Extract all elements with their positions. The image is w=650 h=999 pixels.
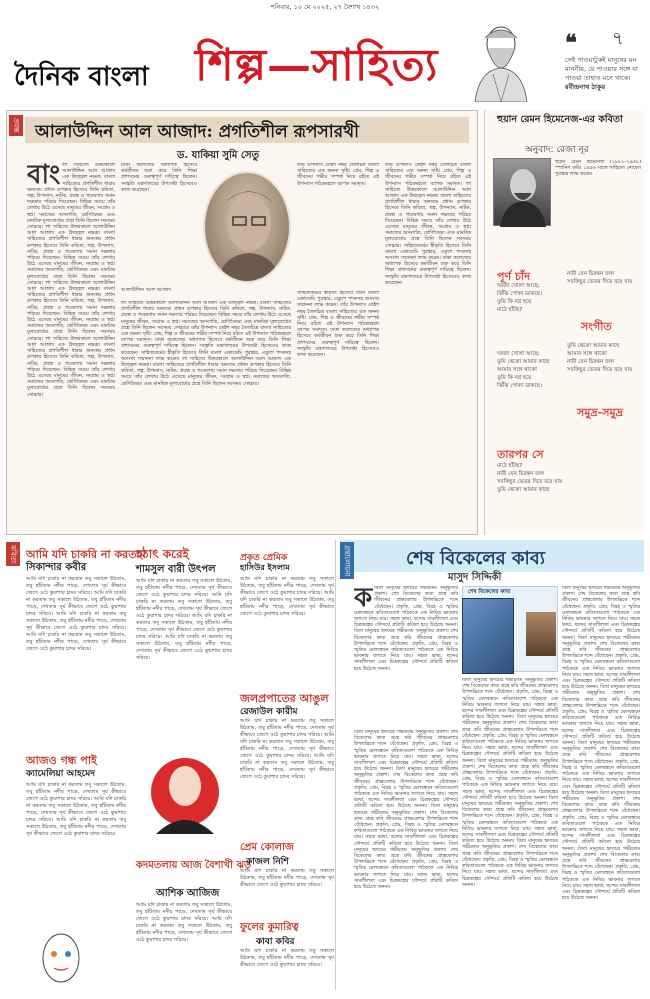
review-column-2: বিতা মানুষের হৃদয়ের গভীরতম অনুভূতির প্রকাশ। শেষ বিকেলের কাব্য গ্রন্থে কবি জীবনের প্রান্তবেলার উপলব্ধিকে শব্দে বেঁধেছেন। প্রকৃতি, প্রেম, বিরহ ও স্মৃতির মেলবন্ধনে কবিতাগুলো পাঠককে এক নিবিড় ভাবনার জগতে নিয়ে যায়। সহজ ভাষা, ছন্দের সাবলীলতা এবং চিত্রকল্পের সৌন্দর্যে প্রতিটি কবিতা হয়ে উঠেছে অনন্য। বিতা মানুষের হৃদয়ের গভীরতম অনুভূতির প্রকাশ। শেষ বিকেলের কাব্য গ্রন্থে কবি জীবনের প্রান্তবেলার উপলব্ধিকে শব্দে বেঁধেছেন। প্রকৃতি, প্রেম, বিরহ ও স্মৃতির মেলবন্ধনে কবিতাগুলো পাঠককে এক নিবিড় ভাবনার জগতে নিয়ে যায়। সহজ ভাষা, ছন্দের সাবলীলতা এবং চিত্রকল্পের সৌন্দর্যে প্রতিটি কবিতা হয়ে উঠেছে অনন্য। বিতা মানুষের হৃদয়ের গভীরতম অনুভূতির প্রকাশ। শেষ বিকেলের কাব্য গ্রন্থে কবি জীবনের প্রান্তবেলার উপলব্ধিকে শব্দে বেঁধেছেন। প্রকৃতি, প্রেম, বিরহ ও স্মৃতির মেলবন্ধনে কবিতাগুলো পাঠককে এক নিবিড় ভাবনার জগতে নিয়ে যায়। সহজ ভাষা, ছন্দের সাবলীলতা এবং চিত্রকল্পের সৌন্দর্যে প্রতিটি কবিতা হয়ে উঠেছে অনন্য। বিতা মানুষের হৃদয়ের গভীরতম অনুভূতির প্রকাশ। শেষ বিকেলের কাব্য গ্রন্থে কবি জীবনের প্রান্তবেলার উপলব্ধিকে শব্দে বেঁধেছেন। প্রকৃতি, প্রেম, বিরহ ও স্মৃতির মেলবন্ধনে কবিতাগুলো পাঠককে এক নিবিড় ভাবনার জগতে নিয়ে যায়। সহজ ভাষা, ছন্দের সাবলীলতা এবং চিত্রকল্পের সৌন্দর্যে প্রতিটি কবিতা হয়ে উঠেছে অনন্য। বিতা মানুষের হৃদয়ের গভীরতম অনুভূতির প্রকাশ। শেষ বিকেলের কাব্য গ্রন্থে কবি জীবনের প্রান্তবেলার উপলব্ধিকে শব্দে বেঁধেছেন। প্রকৃতি, প্রেম, বিরহ ও স্মৃতির মেলবন্ধনে কবিতাগুলো পাঠককে এক নিবিড় ভাবনার জগতে নিয়ে যায়। সহজ ভাষা, ছন্দের সাবলীলতা এবং চিত্রকল্পের সৌন্দর্যে প্রতিটি কবিতা হয়ে উঠেছে অনন্য।	[462, 678, 558, 888]
poem-2-author: শামসুল বারী উৎপল	[136, 564, 216, 575]
article-column-4: লা সাহিত্যে উত্তরকালে আলাউদ্দিন আল আজাদ এক উজ্জ্বল নক্ষত্র। বাংলা সাহিত্যের প্রগতিশীল ধারার অন্যতম প্রধান রূপকার হিসেবে তিনি কবিতা, গল্প, উপন্যাস, নাটক, প্রবন্ধ ও গবেষণায় সমান দক্ষতার পরিচয় দিয়েছেন। বিভিন্ন সময়ে তাঁর লেখায় উঠে এসেছে মানুষের জীবন, সংগ্রাম ও স্বপ্ন। সমাজের অসংগতি, শ্রেণিবৈষম্য এবং মানবিক মূল্যবোধের প্রশ্নে তিনি ছিলেন সবসময় সোচ্চার। তাঁর উপন্যাস তেইশ নম্বর তৈলচিত্র বাংলা সাহিত্যের এক অনন্য সৃষ্টি। প্রেম, শিল্প ও জীবনের গভীর সম্পর্ক নিয়ে রচিত এই উপন্যাস পাঠকমহলে ব্যাপক সমাদৃত। ঢাকা কলেজের অধ্যাপক হিসেবে কর্মজীবন শুরু করে তিনি শিক্ষা প্রশাসনের গুরুত্বপূর্ণ দায়িত্বে ছিলেন। সংস্কৃতি মন্ত্রণালয়ের উপদেষ্টা হিসেবেও কাজ করেছেন। সাহিত্যকর্মের স্বীকৃতি হিসেবে তিনি বাংলা একাডেমি পুরস্কার, একুশে পদকসহ অসংখ্য সম্মাননা লাভ করেন। লা সাহিত্যে উত্তরকালে আলাউদ্দিন আল আজাদ এক উজ্জ্বল নক্ষত্র। বাংলা সাহিত্যের প্রগতিশীল ধারার অন্যতম প্রধান রূপকার হিসেবে তিনি কবিতা, গল্প, উপন্যাস, নাটক, প্রবন্ধ ও গবেষণায় সমান দক্ষতার পরিচয় দিয়েছেন। বিভিন্ন সময়ে তাঁর লেখায় উঠে এসেছে মানুষের জীবন, সংগ্রাম ও স্বপ্ন। সমাজের অসংগতি, শ্রেণিবৈষম্য এবং মানবিক মূল্যবোধের প্রশ্নে তিনি ছিলেন সবসময় সোচ্চার।	[121, 301, 291, 387]
red-figure-illustration	[142, 746, 228, 846]
poem-8-body: আমি যদি চাকরি না করতাম তবু সকালে উঠতাম, তবু হাঁটতাম নদীর পাড়ে, দেখতাম সূর্য কীভাবে জেগে ওঠে কুয়াশার চাদর সরিয়ে।	[240, 948, 334, 968]
poem-3-body: আমি যদি চাকরি না করতাম তবু সকালে উঠতাম, তবু হাঁটতাম নদীর পাড়ে, দেখতাম সূর্য কীভাবে জেগে ওঠে কুয়াশার চাদর সরিয়ে। আমি যদি চাকরি না করতাম তবু সকালে উঠতাম, তবু হাঁটতাম নদীর পাড়ে, দেখতাম সূর্য কীভাবে জেগে ওঠে কুয়াশার চাদর সরিয়ে।	[240, 576, 334, 617]
poetry-category-tag: কবিতা	[6, 542, 20, 566]
poem-1-body: আমি যদি চাকরি না করতাম তবু সকালে উঠতাম, তবু হাঁটতাম নদীর পাড়ে, দেখতাম সূর্য কীভাবে জেগে ওঠে কুয়াশার চাদর সরিয়ে। আমি যদি চাকরি না করতাম তবু সকালে উঠতাম, তবু হাঁটতাম নদীর পাড়ে, দেখতাম সূর্য কীভাবে জেগে ওঠে কুয়াশার চাদর সরিয়ে। আমি যদি চাকরি না করতাম তবু সকালে উঠতাম, তবু হাঁটতাম নদীর পাড়ে, দেখতাম সূর্য কীভাবে জেগে ওঠে কুয়াশার চাদর সরিয়ে। আমি যদি চাকরি না করতাম তবু সকালে উঠতাম, তবু হাঁটতাম নদীর পাড়ে, দেখতাম সূর্য কীভাবে জেগে ওঠে কুয়াশার চাদর সরিয়ে।	[26, 576, 126, 652]
poems-headline[interactable]: হুয়ান রেমন হিমেনেজ-এর কবিতা	[497, 114, 623, 125]
review-dropcap: ক	[354, 586, 373, 613]
poems-translator: অনুবাদ: রেজা নূর	[525, 145, 589, 155]
review-author: মাসুদ সিদ্দিকী	[448, 572, 502, 583]
dropcap: বাং	[27, 163, 61, 190]
article-column-2: ঢাকা কলেজের অধ্যাপক হিসেবে কর্মজীবন শুরু করে তিনি শিক্ষা প্রশাসনের গুরুত্বপূর্ণ দায়িত্বে ছিলেন। সংস্কৃতি মন্ত্রণালয়ের উপদেষ্টা হিসেবেও কাজ করেছেন।	[121, 163, 197, 193]
review-headline[interactable]: শেষ বিকেলের কাব্য	[406, 548, 546, 569]
poem-5-body: আমি যদি চাকরি না করতাম তবু সকালে উঠতাম, তবু হাঁটতাম নদীর পাড়ে, দেখতাম সূর্য কীভাবে জেগে ওঠে কুয়াশার চাদর সরিয়ে। আমি যদি চাকরি না করতাম তবু সকালে উঠতাম, তবু হাঁটতাম নদীর পাড়ে, দেখতাম সূর্য কীভাবে জেগে ওঠে কুয়াশার চাদর সরিয়ে। আমি যদি চাকরি না করতাম তবু সকালে উঠতাম, তবু হাঁটতাম নদীর পাড়ে, দেখতাম সূর্য কীভাবে জেগে ওঠে কুয়াশার চাদর সরিয়ে।	[26, 782, 126, 837]
article-column-1: বাং লা সাহিত্যে উত্তরকালে আলাউদ্দিন আল আজাদ এক উজ্জ্বল নক্ষত্র। বাংলা সাহিত্যের প্রগতিশীল ধারার অন্যতম প্রধান রূপকার হিসেবে তিনি কবিতা, গল্প, উপন্যাস, নাটক, প্রবন্ধ ও গবেষণায় সমান দক্ষতার পরিচয় দিয়েছেন। বিভিন্ন সময়ে তাঁর লেখায় উঠে এসেছে মানুষের জীবন, সংগ্রাম ও স্বপ্ন। সমাজের অসংগতি, শ্রেণিবৈষম্য এবং মানবিক মূল্যবোধের প্রশ্নে তিনি ছিলেন সবসময় সোচ্চার। লা সাহিত্যে উত্তরকালে আলাউদ্দিন আল আজাদ এক উজ্জ্বল নক্ষত্র। বাংলা সাহিত্যের প্রগতিশীল ধারার অন্যতম প্রধান রূপকার হিসেবে তিনি কবিতা, গল্প, উপন্যাস, নাটক, প্রবন্ধ ও গবেষণায় সমান দক্ষতার পরিচয় দিয়েছেন। বিভিন্ন সময়ে তাঁর লেখায় উঠে এসেছে মানুষের জীবন, সংগ্রাম ও স্বপ্ন। সমাজের অসংগতি, শ্রেণিবৈষম্য এবং মানবিক মূল্যবোধের প্রশ্নে তিনি ছিলেন সবসময় সোচ্চার। লা সাহিত্যে উত্তরকালে আলাউদ্দিন আল আজাদ এক উজ্জ্বল নক্ষত্র। বাংলা সাহিত্যের প্রগতিশীল ধারার অন্যতম প্রধান রূপকার হিসেবে তিনি কবিতা, গল্প, উপন্যাস, নাটক, প্রবন্ধ ও গবেষণায় সমান দক্ষতার পরিচয় দিয়েছেন। বিভিন্ন সময়ে তাঁর লেখায় উঠে এসেছে মানুষের জীবন, সংগ্রাম ও স্বপ্ন। সমাজের অসংগতি, শ্রেণিবৈষম্য এবং মানবিক মূল্যবোধের প্রশ্নে তিনি ছিলেন সবসময় সোচ্চার। লা সাহিত্যে উত্তরকালে আলাউদ্দিন আল আজাদ এক উজ্জ্বল নক্ষত্র। বাংলা সাহিত্যের প্রগতিশীল ধারার অন্যতম প্রধান রূপকার হিসেবে তিনি কবিতা, গল্প, উপন্যাস, নাটক, প্রবন্ধ ও গবেষণায় সমান দক্ষতার পরিচয় দিয়েছেন। বিভিন্ন সময়ে তাঁর লেখায় উঠে এসেছে মানুষের জীবন, সংগ্রাম ও স্বপ্ন। সমাজের অসংগতি, শ্রেণিবৈষম্য এবং মানবিক মূল্যবোধের প্রশ্নে তিনি ছিলেন সবসময় সোচ্চার।	[27, 163, 115, 398]
poem-4-author: রেজাউল কারীম	[240, 707, 298, 717]
poem-1-author: সিকান্দার কবীর	[26, 562, 87, 573]
poem-3-title[interactable]: প্রকৃত প্রেমিক	[240, 553, 288, 563]
quote-author: রবীন্দ্রনাথ ঠাকুর	[565, 83, 606, 91]
poem-heading-3: সমুদ্র-সমুদ্র	[577, 406, 623, 419]
masthead	[0, 12, 650, 104]
poem-4-lines: দরজা খোলা আছে; তুমি থেকো আমার কাছে আমার সঙ্গে থাকো তুমি কি নগ্ন হয়ে ঝিঁঝি পোকা ডাকছে।	[497, 351, 550, 389]
poem-7-title[interactable]: কদমতলায় আজ বৈশাখী ঝড়	[136, 860, 252, 871]
book-cover-image	[462, 598, 514, 674]
poem-8-author: কাবা কবির	[256, 937, 295, 947]
poet-author-photo	[526, 612, 556, 656]
poem-4-body: আমি যদি চাকরি না করতাম তবু সকালে উঠতাম, তবু হাঁটতাম নদীর পাড়ে, দেখতাম সূর্য কীভাবে জেগে ওঠে কুয়াশার চাদর সরিয়ে। আমি যদি চাকরি না করতাম তবু সকালে উঠতাম, তবু হাঁটতাম নদীর পাড়ে, দেখতাম সূর্য কীভাবে জেগে ওঠে কুয়াশার চাদর সরিয়ে। আমি যদি চাকরি না করতাম তবু সকালে উঠতাম, তবু হাঁটতাম নদীর পাড়ে, দেখতাম সূর্য কীভাবে জেগে ওঠে কুয়াশার চাদর সরিয়ে।	[240, 718, 334, 780]
article-column-6: তাঁর উপন্যাস তেইশ নম্বর তৈলচিত্র বাংলা সাহিত্যের এক অনন্য সৃষ্টি। প্রেম, শিল্প ও জীবনের গভীর সম্পর্ক নিয়ে রচিত এই উপন্যাস পাঠকমহলে ব্যাপক সমাদৃত। লা সাহিত্যে উত্তরকালে আলাউদ্দিন আল আজাদ এক উজ্জ্বল নক্ষত্র। বাংলা সাহিত্যের প্রগতিশীল ধারার অন্যতম প্রধান রূপকার হিসেবে তিনি কবিতা, গল্প, উপন্যাস, নাটক, প্রবন্ধ ও গবেষণায় সমান দক্ষতার পরিচয় দিয়েছেন। বিভিন্ন সময়ে তাঁর লেখায় উঠে এসেছে মানুষের জীবন, সংগ্রাম ও স্বপ্ন। সমাজের অসংগতি, শ্রেণিবৈষম্য এবং মানবিক মূল্যবোধের প্রশ্নে তিনি ছিলেন সবসময় সোচ্চার। সাহিত্যকর্মের স্বীকৃতি হিসেবে তিনি বাংলা একাডেমি পুরস্কার, একুশে পদকসহ অসংখ্য সম্মাননা লাভ করেন। ঢাকা কলেজের অধ্যাপক হিসেবে কর্মজীবন শুরু করে তিনি শিক্ষা প্রশাসনের গুরুত্বপূর্ণ দায়িত্বে ছিলেন। সংস্কৃতি মন্ত্রণালয়ের উপদেষ্টা হিসেবেও কাজ করেছেন।	[385, 163, 471, 286]
poem-5-title[interactable]: আজও গন্ধ পাই	[26, 754, 97, 767]
face-illustration	[26, 928, 96, 986]
quote-block	[565, 56, 647, 92]
review-category-tag: গ্রন্থালোচনা	[340, 542, 354, 579]
author-photo	[203, 171, 291, 283]
poem-1-title[interactable]: আমি যদি চাকরি না করতাম	[26, 548, 146, 561]
poem-7-body: আমি যদি চাকরি না করতাম তবু সকালে উঠতাম, তবু হাঁটতাম নদীর পাড়ে, দেখতাম সূর্য কীভাবে জেগে ওঠে কুয়াশার চাদর সরিয়ে। আমি যদি চাকরি না করতাম তবু সকালে উঠতাম, তবু হাঁটতাম নদীর পাড়ে, দেখতাম সূর্য কীভাবে জেগে ওঠে কুয়াশার চাদর সরিয়ে।	[136, 902, 232, 943]
review-column-1: ক বিতা মানুষের হৃদয়ের গভীরতম অনুভূতির প্রকাশ। শেষ বিকেলের কাব্য গ্রন্থে কবি জীবনের প্রান্তবেলার উপলব্ধিকে শব্দে বেঁধেছেন। প্রকৃতি, প্রেম, বিরহ ও স্মৃতির মেলবন্ধনে কবিতাগুলো পাঠককে এক নিবিড় ভাবনার জগতে নিয়ে যায়। সহজ ভাষা, ছন্দের সাবলীলতা এবং চিত্রকল্পের সৌন্দর্যে প্রতিটি কবিতা হয়ে উঠেছে অনন্য। বিতা মানুষের হৃদয়ের গভীরতম অনুভূতির প্রকাশ। শেষ বিকেলের কাব্য গ্রন্থে কবি জীবনের প্রান্তবেলার উপলব্ধিকে শব্দে বেঁধেছেন। প্রকৃতি, প্রেম, বিরহ ও স্মৃতির মেলবন্ধনে কবিতাগুলো পাঠককে এক নিবিড় ভাবনার জগতে নিয়ে যায়। সহজ ভাষা, ছন্দের সাবলীলতা এবং চিত্রকল্পের সৌন্দর্যে প্রতিটি কবিতা হয়ে উঠেছে অনন্য।	[354, 586, 458, 672]
poem-7-author: আশিক আজিজ	[156, 888, 220, 899]
photo-caption: আলাউদ্দিন আল আজাদ	[121, 287, 172, 293]
poem-heading-2: সংগীত	[581, 320, 612, 333]
poem-3-author: হাসিউর ইসলাম	[240, 563, 290, 572]
poet-portrait-illustration	[465, 18, 537, 102]
article-category-tag: প্রবন্ধ	[9, 115, 23, 136]
review-column-3: বিতা মানুষের হৃদয়ের গভীরতম অনুভূতির প্রকাশ। শেষ বিকেলের কাব্য গ্রন্থে কবি জীবনের প্রান্তবেলার উপলব্ধিকে শব্দে বেঁধেছেন। প্রকৃতি, প্রেম, বিরহ ও স্মৃতির মেলবন্ধনে কবিতাগুলো পাঠককে এক নিবিড় ভাবনার জগতে নিয়ে যায়। সহজ ভাষা, ছন্দের সাবলীলতা এবং চিত্রকল্পের সৌন্দর্যে প্রতিটি কবিতা হয়ে উঠেছে অনন্য। বিতা মানুষের হৃদয়ের গভীরতম অনুভূতির প্রকাশ। শেষ বিকেলের কাব্য গ্রন্থে কবি জীবনের প্রান্তবেলার উপলব্ধিকে শব্দে বেঁধেছেন। প্রকৃতি, প্রেম, বিরহ ও স্মৃতির মেলবন্ধনে কবিতাগুলো পাঠককে এক নিবিড় ভাবনার জগতে নিয়ে যায়। সহজ ভাষা, ছন্দের সাবলীলতা এবং চিত্রকল্পের সৌন্দর্যে প্রতিটি কবিতা হয়ে উঠেছে অনন্য। বিতা মানুষের হৃদয়ের গভীরতম অনুভূতির প্রকাশ। শেষ বিকেলের কাব্য গ্রন্থে কবি জীবনের প্রান্তবেলার উপলব্ধিকে শব্দে বেঁধেছেন। প্রকৃতি, প্রেম, বিরহ ও স্মৃতির মেলবন্ধনে কবিতাগুলো পাঠককে এক নিবিড় ভাবনার জগতে নিয়ে যায়। সহজ ভাষা, ছন্দের সাবলীলতা এবং চিত্রকল্পের সৌন্দর্যে প্রতিটি কবিতা হয়ে উঠেছে অনন্য। বিতা মানুষের হৃদয়ের গভীরতম অনুভূতির প্রকাশ। শেষ বিকেলের কাব্য গ্রন্থে কবি জীবনের প্রান্তবেলার উপলব্ধিকে শব্দে বেঁধেছেন। প্রকৃতি, প্রেম, বিরহ ও স্মৃতির মেলবন্ধনে কবিতাগুলো পাঠককে এক নিবিড় ভাবনার জগতে নিয়ে যায়। সহজ ভাষা, ছন্দের সাবলীলতা এবং চিত্রকল্পের সৌন্দর্যে প্রতিটি কবিতা হয়ে উঠেছে অনন্য। বিতা মানুষের হৃদয়ের গভীরতম অনুভূতির প্রকাশ। শেষ বিকেলের কাব্য গ্রন্থে কবি জীবনের প্রান্তবেলার উপলব্ধিকে শব্দে বেঁধেছেন। প্রকৃতি, প্রেম, বিরহ ও স্মৃতির মেলবন্ধনে কবিতাগুলো পাঠককে এক নিবিড় ভাবনার জগতে নিয়ে যায়। সহজ ভাষা, ছন্দের সাবলীলতা এবং চিত্রকল্পের সৌন্দর্যে প্রতিটি কবিতা হয়ে উঠেছে অনন্য। বিতা মানুষের হৃদয়ের গভীরতম অনুভূতির প্রকাশ। শেষ বিকেলের কাব্য গ্রন্থে কবি জীবনের প্রান্তবেলার উপলব্ধিকে শব্দে বেঁধেছেন। প্রকৃতি, প্রেম, বিরহ ও স্মৃতির মেলবন্ধনে কবিতাগুলো পাঠককে এক নিবিড় ভাবনার জগতে নিয়ে যায়। সহজ ভাষা, ছন্দের সাবলীলতা এবং চিত্রকল্পের সৌন্দর্যে প্রতিটি কবিতা হয়ে উঠেছে অনন্য।	[562, 586, 640, 902]
book-review	[340, 540, 644, 990]
feature-byline: ড. যাকিয়া সুমি সেতু	[177, 150, 260, 161]
newspaper-name: দৈনিক বাংলা	[14, 62, 149, 92]
poem-5-author: ক্যামেলিয়া আহমেদ	[26, 769, 96, 779]
feature-headline[interactable]: আলাউদ্দিন আল আজাদ: প্রগতিশীল রূপসারথী	[35, 122, 359, 142]
section-title: শিল্প—সাহিত্য	[195, 40, 439, 91]
poetry-section	[6, 540, 336, 990]
quote-text: সেই পাওয়াটুকই মানুষের মন মাননীয়, যে পাওয়ার সঙ্গে যা পাওয়া তাহাও মনে থাকে।	[565, 56, 638, 82]
book-cover-title: শেষ বিকেলের কাব্য	[468, 589, 511, 595]
article-column-3: তাঁর উপন্যাস তেইশ নম্বর তৈলচিত্র বাংলা সাহিত্যের এক অনন্য সৃষ্টি। প্রেম, শিল্প ও জীবনের গভীর সম্পর্ক নিয়ে রচিত এই উপন্যাস পাঠকমহলে ব্যাপক সমাদৃত।	[297, 163, 379, 187]
dateline: শনিবার, ১০ মে ২০২৫, ২৭ বৈশাখ ১৪৩২	[270, 3, 380, 11]
poem-8-title[interactable]: ফুলের কুমারিত্ব	[240, 922, 299, 933]
article-column-5: সাহিত্যকর্মের স্বীকৃতি হিসেবে তিনি বাংলা একাডেমি পুরস্কার, একুশে পদকসহ অসংখ্য সম্মাননা লাভ করেন। তাঁর উপন্যাস তেইশ নম্বর তৈলচিত্র বাংলা সাহিত্যের এক অনন্য সৃষ্টি। প্রেম, শিল্প ও জীবনের গভীর সম্পর্ক নিয়ে রচিত এই উপন্যাস পাঠকমহলে ব্যাপক সমাদৃত। ঢাকা কলেজের অধ্যাপক হিসেবে কর্মজীবন শুরু করে তিনি শিক্ষা প্রশাসনের গুরুত্বপূর্ণ দায়িত্বে ছিলেন। সংস্কৃতি মন্ত্রণালয়ের উপদেষ্টা হিসেবেও কাজ করেছেন।	[297, 291, 379, 359]
quote-icon: ❝	[565, 30, 577, 56]
poet-photo	[493, 158, 551, 226]
page-number: ৭	[612, 28, 624, 49]
poem-2-body: আমি যদি চাকরি না করতাম তবু সকালে উঠতাম, তবু হাঁটতাম নদীর পাড়ে, দেখতাম সূর্য কীভাবে জেগে ওঠে কুয়াশার চাদর সরিয়ে। আমি যদি চাকরি না করতাম তবু সকালে উঠতাম, তবু হাঁটতাম নদীর পাড়ে, দেখতাম সূর্য কীভাবে জেগে ওঠে কুয়াশার চাদর সরিয়ে। আমি যদি চাকরি না করতাম তবু সকালে উঠতাম, তবু হাঁটতাম নদীর পাড়ে, দেখতাম সূর্য কীভাবে জেগে ওঠে কুয়াশার চাদর সরিয়ে। আমি যদি চাকরি না করতাম তবু সকালে উঠতাম, তবু হাঁটতাম নদীর পাড়ে, দেখতাম সূর্য কীভাবে জেগে ওঠে কুয়াশার চাদর সরিয়ে।	[136, 578, 232, 661]
poem-2-lines: নারী যেন চিরন্তন জল সবকিছুর ভেতর দিয়ে বয়ে যায়	[567, 271, 633, 285]
poem-6-title[interactable]: প্রেম কোলাজ	[240, 842, 294, 853]
poem-heading-4: তারপর সে	[497, 448, 544, 461]
poem-5-lines: মাঠে হাঁটছ? নারী যেন চিরন্তন জল সবকিছুর ভেতর দিয়ে বয়ে যায় তুমি থেকো আমার কাছে	[497, 463, 563, 493]
translated-poems	[484, 110, 644, 535]
feature-article	[6, 110, 478, 535]
poet-intro: হুয়ান রেমন হিমেনেজ (১৮৮১–১৯৫৮) স্প্যানিশ কবি। ১৯৫৬ সালে সাহিত্যে নোবেল পুরস্কার লাভ করেন।	[555, 160, 641, 178]
poem-1-lines: দরজা খোলা আছে; ঝিঁঝি পোকা ডাকছে। তুমি কি নগ্ন হয়ে মাঠে হাঁটছ?	[497, 283, 542, 313]
poem-6-body: আমি যদি চাকরি না করতাম তবু সকালে উঠতাম, তবু হাঁটতাম নদীর পাড়ে, দেখতাম সূর্য কীভাবে জেগে ওঠে কুয়াশার চাদর সরিয়ে।	[240, 868, 334, 888]
poem-6-author: কাজল নিশি	[246, 857, 289, 867]
poem-3-lines: তুমি থেকো আমার কাছে আমার সঙ্গে থাকো নারী যেন চিরন্তন জল সবকিছুর ভেতর দিয়ে বয়ে যায়	[567, 343, 633, 373]
poem-4-title[interactable]: জলপ্রপাতের আঙুল	[240, 692, 329, 705]
poem-heading-1: পূর্ণ চাঁদ	[497, 270, 530, 283]
review-column-1b: বিতা মানুষের হৃদয়ের গভীরতম অনুভূতির প্রকাশ। শেষ বিকেলের কাব্য গ্রন্থে কবি জীবনের প্রান্তবেলার উপলব্ধিকে শব্দে বেঁধেছেন। প্রকৃতি, প্রেম, বিরহ ও স্মৃতির মেলবন্ধনে কবিতাগুলো পাঠককে এক নিবিড় ভাবনার জগতে নিয়ে যায়। সহজ ভাষা, ছন্দের সাবলীলতা এবং চিত্রকল্পের সৌন্দর্যে প্রতিটি কবিতা হয়ে উঠেছে অনন্য। বিতা মানুষের হৃদয়ের গভীরতম অনুভূতির প্রকাশ। শেষ বিকেলের কাব্য গ্রন্থে কবি জীবনের প্রান্তবেলার উপলব্ধিকে শব্দে বেঁধেছেন। প্রকৃতি, প্রেম, বিরহ ও স্মৃতির মেলবন্ধনে কবিতাগুলো পাঠককে এক নিবিড় ভাবনার জগতে নিয়ে যায়। সহজ ভাষা, ছন্দের সাবলীলতা এবং চিত্রকল্পের সৌন্দর্যে প্রতিটি কবিতা হয়ে উঠেছে অনন্য। বিতা মানুষের হৃদয়ের গভীরতম অনুভূতির প্রকাশ। শেষ বিকেলের কাব্য গ্রন্থে কবি জীবনের প্রান্তবেলার উপলব্ধিকে শব্দে বেঁধেছেন। প্রকৃতি, প্রেম, বিরহ ও স্মৃতির মেলবন্ধনে কবিতাগুলো পাঠককে এক নিবিড় ভাবনার জগতে নিয়ে যায়। সহজ ভাষা, ছন্দের সাবলীলতা এবং চিত্রকল্পের সৌন্দর্যে প্রতিটি কবিতা হয়ে উঠেছে অনন্য। বিতা মানুষের হৃদয়ের গভীরতম অনুভূতির প্রকাশ। শেষ বিকেলের কাব্য গ্রন্থে কবি জীবনের প্রান্তবেলার উপলব্ধিকে শব্দে বেঁধেছেন। প্রকৃতি, প্রেম, বিরহ ও স্মৃতির মেলবন্ধনে কবিতাগুলো পাঠককে এক নিবিড় ভাবনার জগতে নিয়ে যায়। সহজ ভাষা, ছন্দের সাবলীলতা এবং চিত্রকল্পের সৌন্দর্যে প্রতিটি কবিতা হয়ে উঠেছে অনন্য।	[354, 730, 458, 891]
poem-2-title[interactable]: হঠাৎ করেই	[136, 547, 189, 561]
